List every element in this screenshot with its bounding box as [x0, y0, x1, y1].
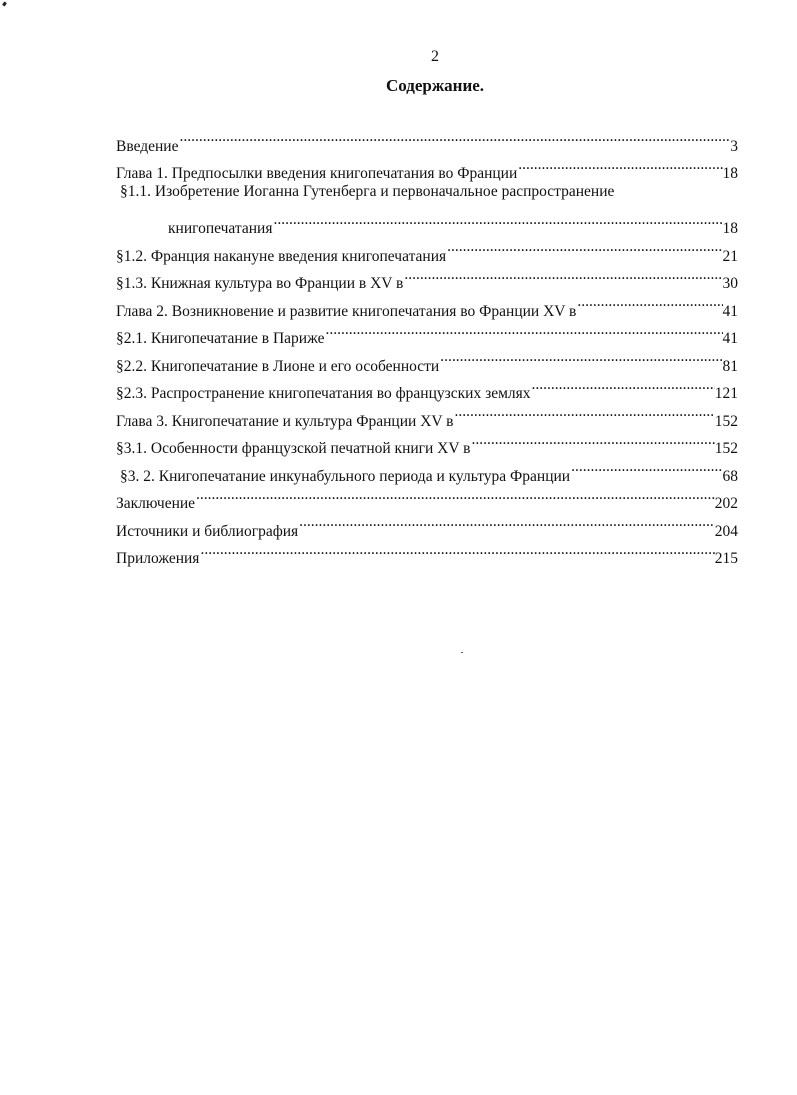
scan-mark: [2, 2, 7, 7]
toc-entry-sources[interactable]: [116, 508, 738, 540]
toc-entry-page: 121: [714, 385, 738, 402]
toc-entry-label: §2.1. Книгопечатание в Париже: [116, 330, 325, 347]
toc-entry-page: 81: [722, 357, 738, 375]
toc-entry-label: §3.1. Особенности французской печатной книги XV в: [116, 440, 471, 457]
table-of-contents: [116, 123, 738, 567]
dot-leader: [178, 123, 730, 151]
toc-entry-label: §1.3. Книжная культура во Франции в XV в: [116, 275, 404, 292]
toc-entry-page: 21: [722, 247, 738, 265]
toc-entry-label: Приложения: [116, 550, 200, 567]
toc-entry-page: 215: [714, 550, 738, 567]
toc-entry-chapter-1[interactable]: [116, 151, 738, 182]
dot-leader: [454, 398, 715, 426]
toc-entry-label: §1.2. Франция накануне введения книгопечатания: [116, 247, 447, 265]
toc-entry-page: 30: [722, 275, 738, 292]
dot-leader: [471, 426, 715, 454]
dot-leader: [272, 206, 722, 234]
toc-entry-page: 18: [722, 165, 738, 182]
dot-leader: [446, 233, 722, 261]
toc-entry-continuation: [116, 206, 738, 237]
toc-entry-appendices[interactable]: [116, 536, 738, 567]
toc-entry-page: 18: [722, 220, 738, 237]
dot-leader: [517, 151, 722, 179]
dot-leader: [576, 288, 722, 316]
toc-entry-page: 3: [730, 137, 738, 155]
page-title: Содержание.: [385, 76, 485, 95]
dot-leader: [195, 481, 715, 509]
toc-entry-page: 204: [714, 522, 738, 540]
toc-entry-page: 152: [714, 440, 738, 457]
dot-leader: [324, 316, 722, 344]
toc-entry-page: 202: [714, 495, 738, 512]
toc-entry-section-1-1[interactable]: [116, 178, 738, 237]
toc-entry-page: 152: [714, 412, 738, 430]
dot-leader: [570, 453, 722, 481]
toc-entry-label-continued: книгопечатания: [168, 220, 273, 237]
toc-entry-label: §1.1. Изобретение Иоганна Гутенберга и первоначальное распространение: [120, 183, 615, 200]
toc-entry-page: 41: [722, 302, 738, 320]
toc-entry-label: §2.3. Распространение книгопечатания во французских землях: [116, 385, 531, 402]
dot-leader: [439, 343, 722, 371]
dot-leader: [199, 536, 714, 564]
dot-leader: [531, 371, 715, 399]
dot-leader: [298, 508, 715, 536]
toc-entry-label: Глава 1. Предпосылки введения книгопечатания во Франции: [116, 165, 518, 182]
toc-entry-label: Глава 2. Возникновение и развитие книгопечатания во Франции XV в: [116, 302, 577, 320]
toc-entry-label: Глава 3. Книгопечатание и культура Франции XV в: [116, 412, 454, 430]
dot-leader: [403, 261, 722, 289]
toc-entry-label: §3. 2. Книгопечатание инкунабульного периода и культура Франции: [120, 467, 571, 485]
page-number: 2: [431, 48, 439, 65]
toc-entry-conclusion[interactable]: [116, 481, 738, 512]
toc-entry-label: Источники и библиография: [116, 522, 299, 540]
toc-entry-page: 41: [722, 330, 738, 347]
toc-entry-label: Введение: [116, 137, 179, 155]
toc-entry-introduction[interactable]: [116, 123, 738, 155]
toc-entry-label: Заключение: [116, 495, 196, 512]
toc-entry-page: 68: [722, 467, 738, 485]
toc-entry-label: §2.2. Книгопечатание в Лионе и его особенности: [116, 357, 440, 375]
scan-speck: [461, 652, 463, 653]
